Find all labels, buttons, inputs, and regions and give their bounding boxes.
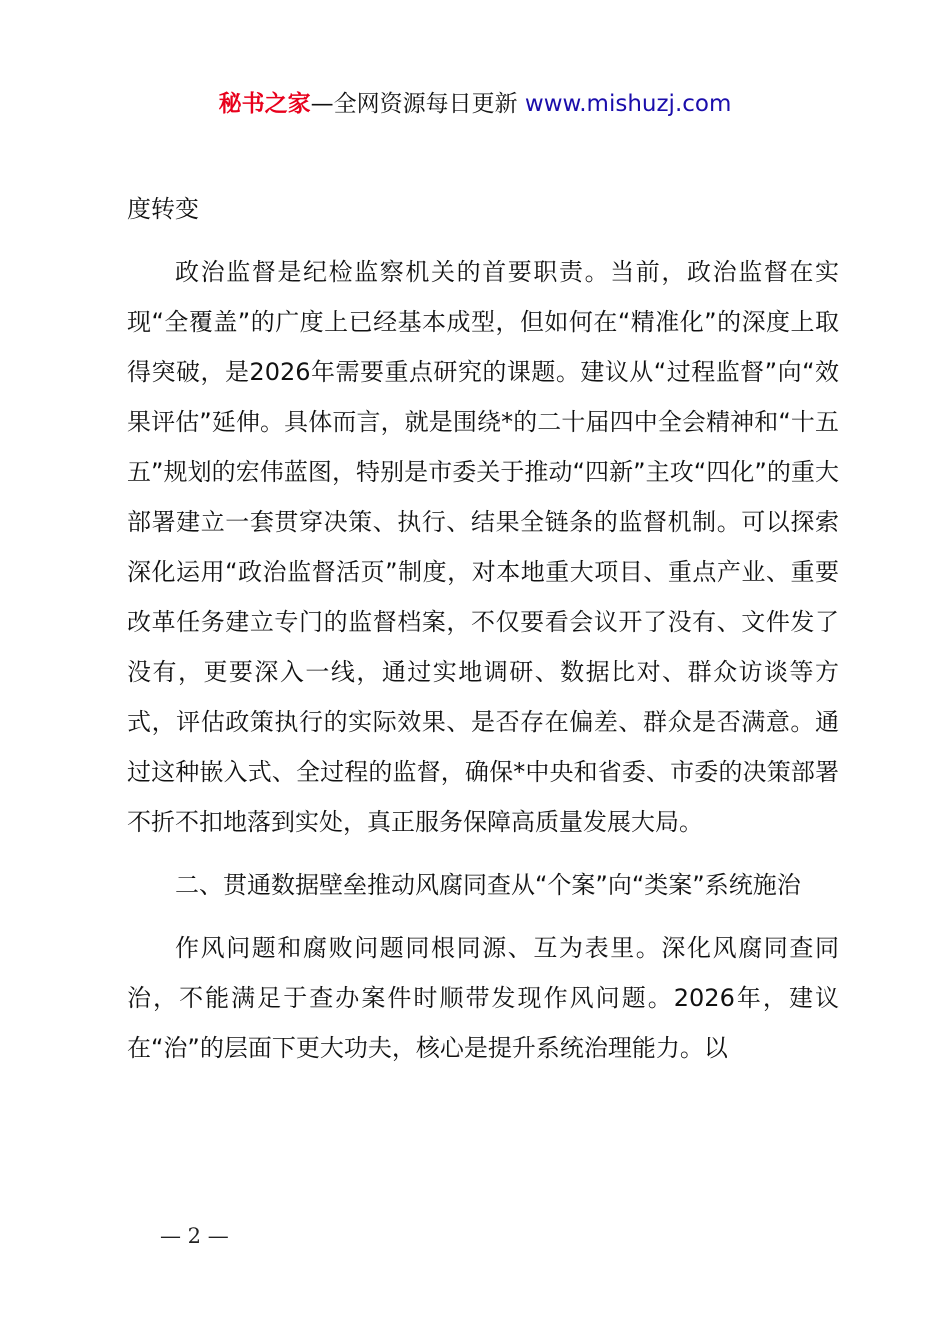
paragraph-political-supervision: 政治监督是纪检监察机关的首要职责。当前，政治监督在实现“全覆盖”的广度上已经基本成型，但如何在“精准化”的深度上取得突破，是2026年需要重点研究的课题。建议从“过程监督”向“效果评估”延伸。具体而言，就是围绕*的二十届四中全会精神和“十五五”规划的宏伟蓝图，特别是市委关于推动“四新”主攻“四化”的重大部署建立一套贯穿决策、执行、结果全链条的监督机制。可以探索深化运用“政治监督活页”制度，对本地重大项目、重点产业、重要改革任务建立专门的监督档案，不仅要看会议开了没有、文件发了没有，更要深入一线，通过实地调研、数据比对、群众访谈等方式，评估政策执行的实际效果、是否存在偏差、群众是否满意。通过这种嵌入式、全过程的监督，确保*中央和省委、市委的决策部署不折不扣地落到实处，真正服务保障高质量发展大局。 — [127, 258, 839, 836]
document-body — [127, 184, 839, 1073]
carryover-line: 度转变 — [127, 195, 199, 223]
site-url-link[interactable]: www.mishuzj.com — [524, 91, 732, 117]
section-heading-2: 二、贯通数据壁垒推动风腐同查从“个案”向“类案”系统施治 — [175, 871, 801, 899]
site-banner — [0, 88, 950, 120]
page-number: — 2 — — [160, 1224, 229, 1248]
paragraph-style-corruption: 作风问题和腐败问题同根同源、互为表里。深化风腐同查同治，不能满足于查办案件时顺带发现作风问题。2026年，建议在“治”的层面下更大功夫，核心是提升系统治理能力。以 — [127, 934, 839, 1062]
brand-name: 秘书之家 — [218, 91, 311, 117]
banner-slogan: —全网资源每日更新 — [310, 91, 525, 117]
